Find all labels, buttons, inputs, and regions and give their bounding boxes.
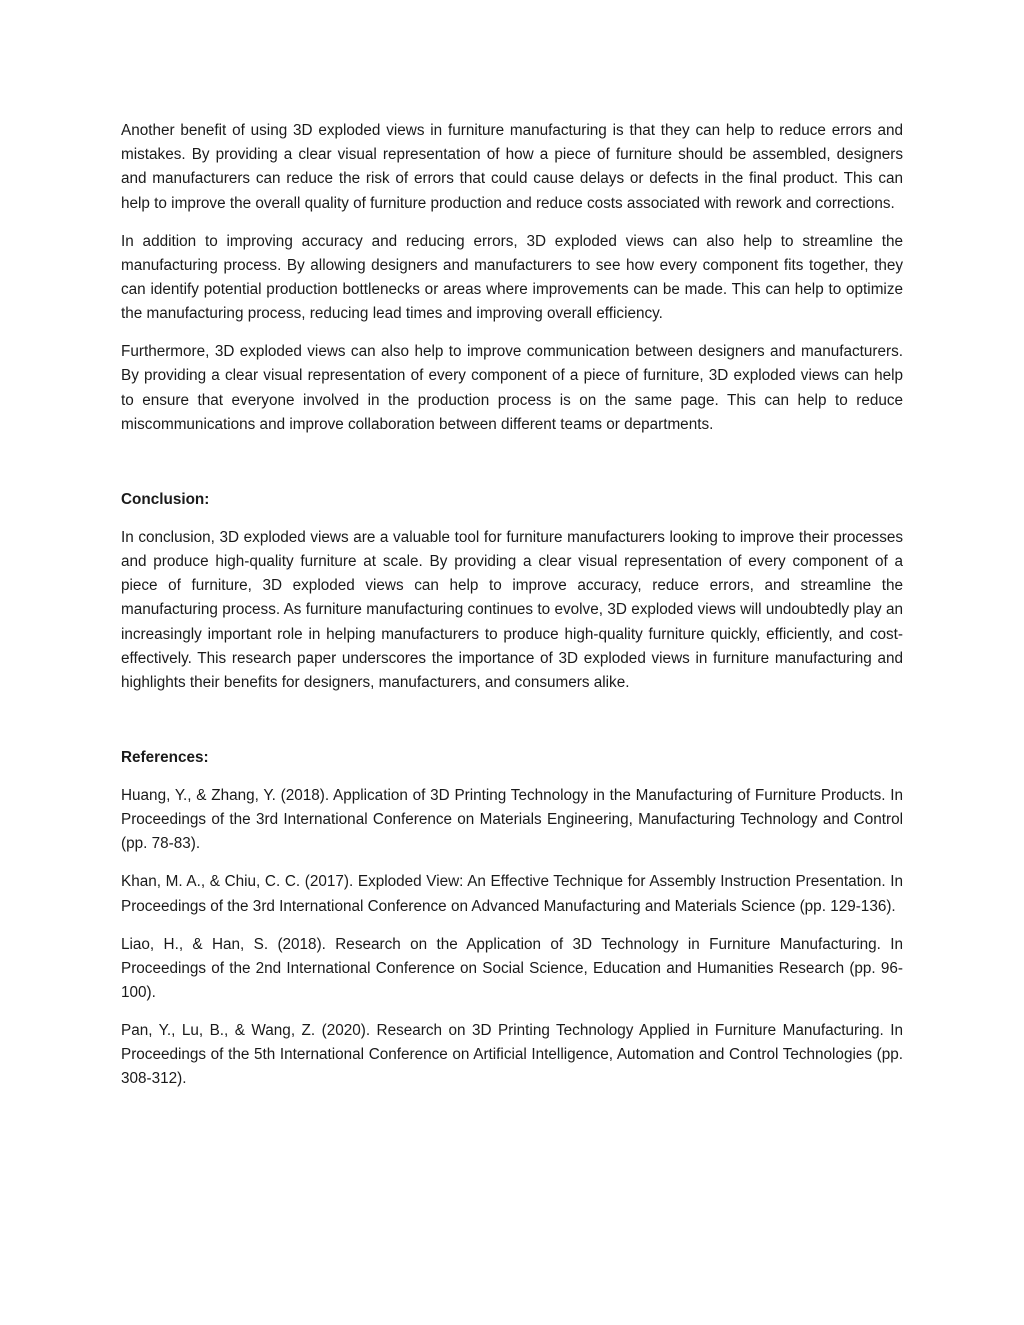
conclusion-section — [121, 488, 903, 695]
references-heading: References: — [121, 749, 209, 767]
section-spacer — [121, 451, 903, 488]
reference-item: Liao, H., & Han, S. (2018). Research on the Application of 3D Technology in Furniture Manufacturing. In Proceedings of the 2nd International Conference on Social Science, Education and Humanities Research (pp. 96-100). — [121, 935, 903, 1002]
conclusion-paragraph: In conclusion, 3D exploded views are a valuable tool for furniture manufacturers looking to improve their processes and produce high-quality furniture at scale. By providing a clear visual representation of every component of a piece of furniture, 3D exploded views can help to improve accuracy, reduce errors, and streamline the manufacturing process. As furniture manufacturing continues to evolve, 3D exploded views will undoubtedly play an increasingly important role in helping manufacturers to produce high-quality furniture quickly, efficiently, and cost-effectively. This research paper underscores the importance of 3D exploded views in furniture manufacturing and highlights their benefits for designers, manufacturers, and consumers alike. — [121, 528, 903, 692]
body-paragraph: In addition to improving accuracy and reducing errors, 3D exploded views can also help to streamline the manufacturing process. By allowing designers and manufacturers to see how every component fits together, they can identify potential production bottlenecks or areas where improvements can be made. This can help to optimize the manufacturing process, reducing lead times and improving overall efficiency. — [121, 232, 903, 323]
body-paragraph: Furthermore, 3D exploded views can also help to improve communication between designers and manufacturers. By providing a clear visual representation of every component of a piece of furniture, 3D exploded views can help to ensure that everyone involved in the production process is on the same page. This can help to reduce miscommunications and improve collaboration between different teams or departments. — [121, 343, 903, 433]
reference-item: Huang, Y., & Zhang, Y. (2018). Application of 3D Printing Technology in the Manufacturing of Furniture Products. In Proceedings of the 3rd International Conference on Materials Engineering, Manufacturing Technology and Control (pp. 78-83). — [121, 787, 903, 853]
body-paragraph: Another benefit of using 3D exploded views in furniture manufacturing is that they can help to reduce errors and mistakes. By providing a clear visual representation of how a piece of furniture should be assembled, designers and manufacturers can reduce the risk of errors that could cause delays or defects in the final product. This can help to improve the overall quality of furniture production and reduce costs associated with rework and corrections. — [121, 122, 903, 212]
reference-item: Pan, Y., Lu, B., & Wang, Z. (2020). Research on 3D Printing Technology Applied in Furniture Manufacturing. In Proceedings of the 5th International Conference on Artificial Intelligence, Automation and Control Technologies (pp. 308-312). — [121, 1022, 903, 1088]
section-spacer — [121, 709, 903, 746]
reference-item: Khan, M. A., & Chiu, C. C. (2017). Exploded View: An Effective Technique for Assembly Instruction Presentation. In Proceedings of the 3rd International Conference on Advanced Manufacturing and Materials Science (pp. 129-136). — [121, 873, 903, 915]
conclusion-heading: Conclusion: — [121, 490, 210, 508]
references-section — [121, 746, 903, 1092]
document-page — [121, 119, 903, 1105]
